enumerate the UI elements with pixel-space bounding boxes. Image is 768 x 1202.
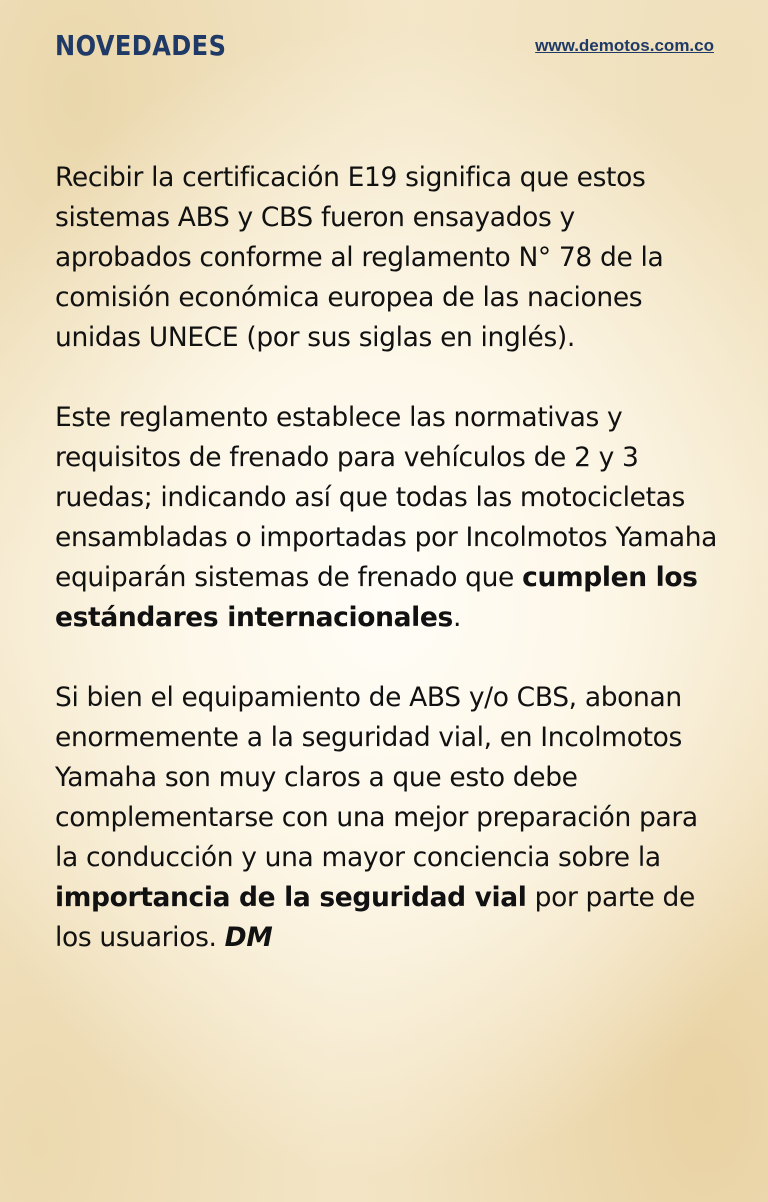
paragraph-text: Recibir la certificación E19 significa que estos sistemas ABS y CBS fueron ensayados y aprobados conforme al reglamento N° 78 de la comisión económica europea de las naciones unidas UNECE (por sus siglas en inglés). <box>55 162 664 353</box>
emphasis-text: cumplen los estándares internacionales <box>55 562 698 633</box>
paragraph-text-end: por parte de los usuarios. <box>55 882 695 953</box>
paragraph-text: Si bien el equipamiento de ABS y/o CBS, abonan enormemente a la seguridad vial, en Incolmotos Yamaha son muy claros a que esto debe complementarse con una mejor preparación para la conducción y una mayor conciencia sobre la <box>55 682 698 873</box>
paragraph-regulation <box>55 398 719 638</box>
website-link[interactable]: www.demotos.com.co <box>535 36 714 55</box>
section-title: NOVEDADES <box>55 29 227 62</box>
paragraph-road-safety <box>55 678 719 958</box>
paragraph-text-end: . <box>452 602 462 633</box>
emphasis-text: importancia de la seguridad vial <box>55 882 527 913</box>
author-signature: DM <box>224 922 273 953</box>
paragraph-text: Este reglamento establece las normativas y requisitos de frenado para vehículos de 2 y 3 ruedas; indicando así que todas las motocicletas ensambladas o importadas por Incolmotos Yamaha equiparán sistemas de frenado que <box>55 402 718 593</box>
article-body <box>55 158 719 958</box>
paragraph-certification <box>55 158 719 358</box>
